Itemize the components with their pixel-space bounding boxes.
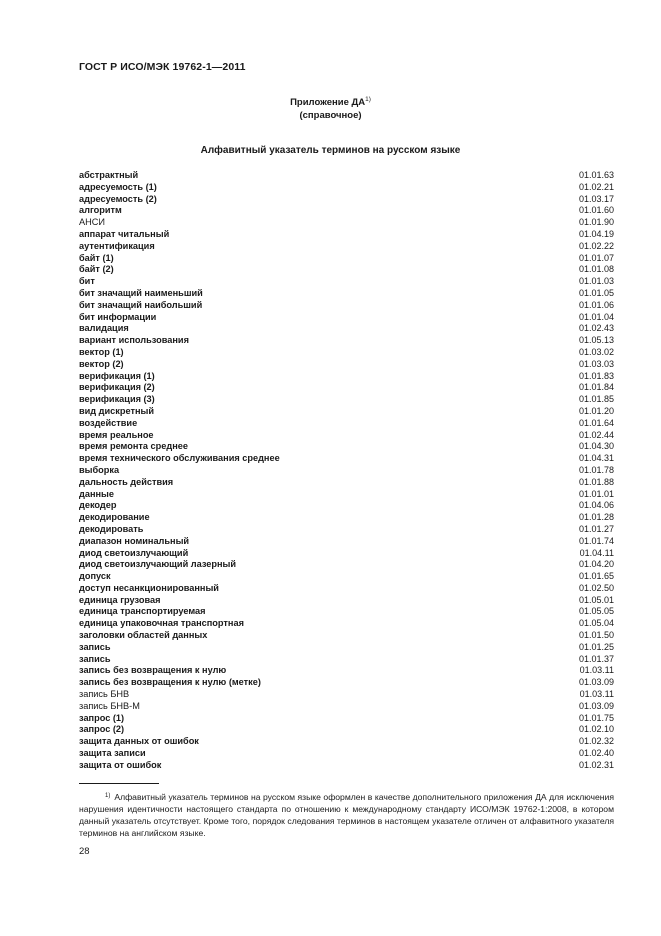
index-entry	[79, 689, 614, 701]
appendix-footnote-mark[interactable]: 1)	[365, 96, 371, 103]
page-number: 28	[79, 846, 90, 857]
index-entry	[79, 524, 614, 536]
index-reference: 01.04.11	[579, 547, 614, 558]
term-index-list	[79, 170, 614, 772]
index-term: вид дискретный	[79, 405, 155, 416]
index-reference: 01.01.75	[578, 712, 614, 723]
index-term: воздействие	[79, 417, 138, 428]
index-term: вектор (1)	[79, 346, 124, 357]
index-reference: 01.01.37	[578, 653, 614, 664]
index-term: диод светоизлучающий лазерный	[79, 559, 237, 570]
index-term: вариант использования	[79, 335, 189, 346]
index-reference: 01.01.83	[578, 370, 614, 381]
index-entry	[79, 241, 614, 253]
index-reference: 01.01.07	[578, 252, 614, 263]
index-term: запись без возвращения к нулю	[79, 665, 227, 676]
index-term: время ремонта среднее	[79, 441, 188, 452]
index-term: верификация (3)	[79, 394, 155, 405]
index-term: запись БНВ	[79, 689, 130, 700]
index-entry	[79, 571, 614, 583]
index-term: единица упаковочная транспортная	[79, 618, 244, 629]
index-reference: 01.02.43	[578, 323, 614, 334]
index-entry	[79, 253, 614, 265]
index-term: аппарат читальный	[79, 228, 170, 239]
index-reference: 01.02.32	[578, 736, 614, 747]
appendix-subtitle: (справочное)	[299, 110, 362, 121]
index-entry	[79, 335, 614, 347]
index-term: дальность действия	[79, 476, 174, 487]
index-term: защита от ошибок	[79, 759, 162, 770]
index-term: АНСИ	[79, 217, 106, 228]
index-reference: 01.04.31	[578, 453, 614, 464]
index-term: адресуемость (2)	[79, 193, 157, 204]
index-entry	[79, 430, 614, 442]
index-reference: 01.03.11	[579, 665, 614, 676]
index-entry	[79, 477, 614, 489]
index-entry	[79, 264, 614, 276]
index-term: адресуемость (1)	[79, 181, 157, 192]
index-entry	[79, 595, 614, 607]
index-entry	[79, 489, 614, 501]
index-term: алгоритм	[79, 205, 122, 216]
index-entry	[79, 618, 614, 630]
index-term: аутентификация	[79, 240, 155, 251]
index-entry	[79, 170, 614, 182]
index-entry	[79, 418, 614, 430]
index-entry	[79, 642, 614, 654]
index-term: данные	[79, 488, 114, 499]
index-reference: 01.02.10	[578, 724, 614, 735]
index-entry	[79, 194, 614, 206]
index-term: заголовки областей данных	[79, 630, 208, 641]
index-term: верификация (2)	[79, 382, 155, 393]
index-entry	[79, 606, 614, 618]
index-reference: 01.05.01	[578, 594, 614, 605]
index-entry	[79, 217, 614, 229]
index-term: бит значащий наибольший	[79, 299, 203, 310]
index-reference: 01.01.50	[578, 630, 614, 641]
appendix-title-line	[0, 93, 661, 109]
index-term: диод светоизлучающий	[79, 547, 189, 558]
index-term: время технического обслуживания среднее	[79, 453, 280, 464]
index-entry	[79, 748, 614, 760]
index-reference: 01.03.09	[578, 677, 614, 688]
index-entry	[79, 760, 614, 772]
index-entry	[79, 677, 614, 689]
index-term: валидация	[79, 323, 129, 334]
index-entry	[79, 736, 614, 748]
footnote-text: Алфавитный указатель терминов на русском языке оформлен в качестве дополнительного приложения ДА для исключения нарушения идентичности настоящего стандарта по отношению к международному стандарту ИСО/МЭК 19762-1:2008, в котором данный указатель отсутствует. Кроме того, порядок следования терминов в настоящем указателе отличен от алфавитного указателя терминов на английском языке.	[79, 792, 614, 838]
index-reference: 01.01.63	[578, 170, 614, 180]
index-reference: 01.05.05	[578, 606, 614, 617]
index-entry	[79, 347, 614, 359]
index-entry	[79, 512, 614, 524]
index-term: бит	[79, 276, 95, 287]
index-reference: 01.04.30	[578, 441, 614, 452]
index-reference: 01.01.64	[578, 417, 614, 428]
index-reference: 01.02.40	[578, 748, 614, 759]
index-term: единица транспортируемая	[79, 606, 206, 617]
index-entry	[79, 300, 614, 312]
index-reference: 01.01.84	[578, 382, 614, 393]
index-entry	[79, 229, 614, 241]
index-term: запись	[79, 653, 111, 664]
index-reference: 01.04.06	[578, 500, 614, 511]
index-entry	[79, 382, 614, 394]
index-term: декодировать	[79, 523, 144, 534]
index-reference: 01.03.11	[579, 689, 614, 700]
index-entry	[79, 359, 614, 371]
index-term: запись	[79, 641, 111, 652]
index-reference: 01.01.85	[578, 394, 614, 405]
index-reference: 01.01.05	[578, 287, 614, 298]
index-term: байт (2)	[79, 264, 114, 275]
index-entry	[79, 701, 614, 713]
index-entry	[79, 548, 614, 560]
index-term: защита записи	[79, 748, 146, 759]
index-reference: 01.01.04	[578, 311, 614, 322]
index-entry	[79, 371, 614, 383]
index-reference: 01.01.08	[578, 264, 614, 275]
index-entry	[79, 583, 614, 595]
index-term: доступ несанкционированный	[79, 582, 219, 593]
index-entry	[79, 453, 614, 465]
index-entry	[79, 276, 614, 288]
index-reference: 01.02.22	[578, 240, 614, 251]
index-entry	[79, 500, 614, 512]
index-reference: 01.03.09	[578, 700, 614, 711]
index-reference: 01.01.74	[578, 535, 614, 546]
index-entry	[79, 559, 614, 571]
index-entry	[79, 441, 614, 453]
index-reference: 01.03.17	[578, 193, 614, 204]
index-entry	[79, 406, 614, 418]
index-entry	[79, 630, 614, 642]
index-reference: 01.05.04	[578, 618, 614, 629]
index-reference: 01.01.03	[578, 276, 614, 287]
index-reference: 01.02.44	[578, 429, 614, 440]
index-term: выборка	[79, 464, 120, 475]
document-header: ГОСТ Р ИСО/МЭК 19762-1—2011	[79, 61, 246, 73]
index-reference: 01.03.03	[578, 358, 614, 369]
index-term: верификация (1)	[79, 370, 155, 381]
index-reference: 01.01.90	[578, 217, 614, 228]
index-term: бит значащий наименьший	[79, 287, 203, 298]
index-reference: 01.04.20	[578, 559, 614, 570]
index-reference: 01.02.31	[578, 759, 614, 770]
index-term: декодирование	[79, 512, 150, 523]
index-entry	[79, 288, 614, 300]
index-term: байт (1)	[79, 252, 114, 263]
index-reference: 01.01.25	[578, 641, 614, 652]
index-reference: 01.01.65	[578, 571, 614, 582]
index-entry	[79, 465, 614, 477]
index-entry	[79, 536, 614, 548]
index-title: Алфавитный указатель терминов на русском языке	[200, 145, 461, 156]
index-reference: 01.01.88	[578, 476, 614, 487]
index-reference: 01.05.13	[578, 335, 614, 346]
index-entry	[79, 654, 614, 666]
index-reference: 01.01.20	[578, 405, 614, 416]
index-term: допуск	[79, 571, 111, 582]
footnote	[79, 790, 614, 839]
index-reference: 01.04.19	[578, 228, 614, 239]
index-entry	[79, 205, 614, 217]
appendix-heading	[0, 93, 661, 122]
index-reference: 01.01.78	[578, 464, 614, 475]
index-reference: 01.01.01	[578, 488, 614, 499]
index-reference: 01.01.28	[578, 512, 614, 523]
index-entry	[79, 665, 614, 677]
index-term: декодер	[79, 500, 117, 511]
index-term: единица грузовая	[79, 594, 161, 605]
index-term: запись без возвращения к нулю (метке)	[79, 677, 261, 688]
index-term: запрос (1)	[79, 712, 125, 723]
index-entry	[79, 182, 614, 194]
index-reference: 01.02.21	[578, 181, 614, 192]
appendix-title: Приложение ДА	[290, 97, 366, 108]
index-term: бит информации	[79, 311, 157, 322]
index-reference: 01.01.60	[578, 205, 614, 216]
index-term: защита данных от ошибок	[79, 736, 199, 747]
index-term: время реальное	[79, 429, 154, 440]
index-entry	[79, 724, 614, 736]
index-reference: 01.01.27	[578, 523, 614, 534]
index-term: вектор (2)	[79, 358, 124, 369]
index-entry	[79, 713, 614, 725]
index-entry	[79, 394, 614, 406]
index-reference: 01.01.06	[578, 299, 614, 310]
index-entry	[79, 323, 614, 335]
index-entry	[79, 312, 614, 324]
index-term: диапазон номинальный	[79, 535, 190, 546]
footnote-mark: 1)	[105, 793, 111, 799]
index-term: абстрактный	[79, 170, 139, 180]
index-term: запись БНВ-М	[79, 700, 140, 711]
index-term: запрос (2)	[79, 724, 125, 735]
index-reference: 01.03.02	[578, 346, 614, 357]
index-reference: 01.02.50	[578, 582, 614, 593]
footnote-divider	[79, 783, 159, 784]
